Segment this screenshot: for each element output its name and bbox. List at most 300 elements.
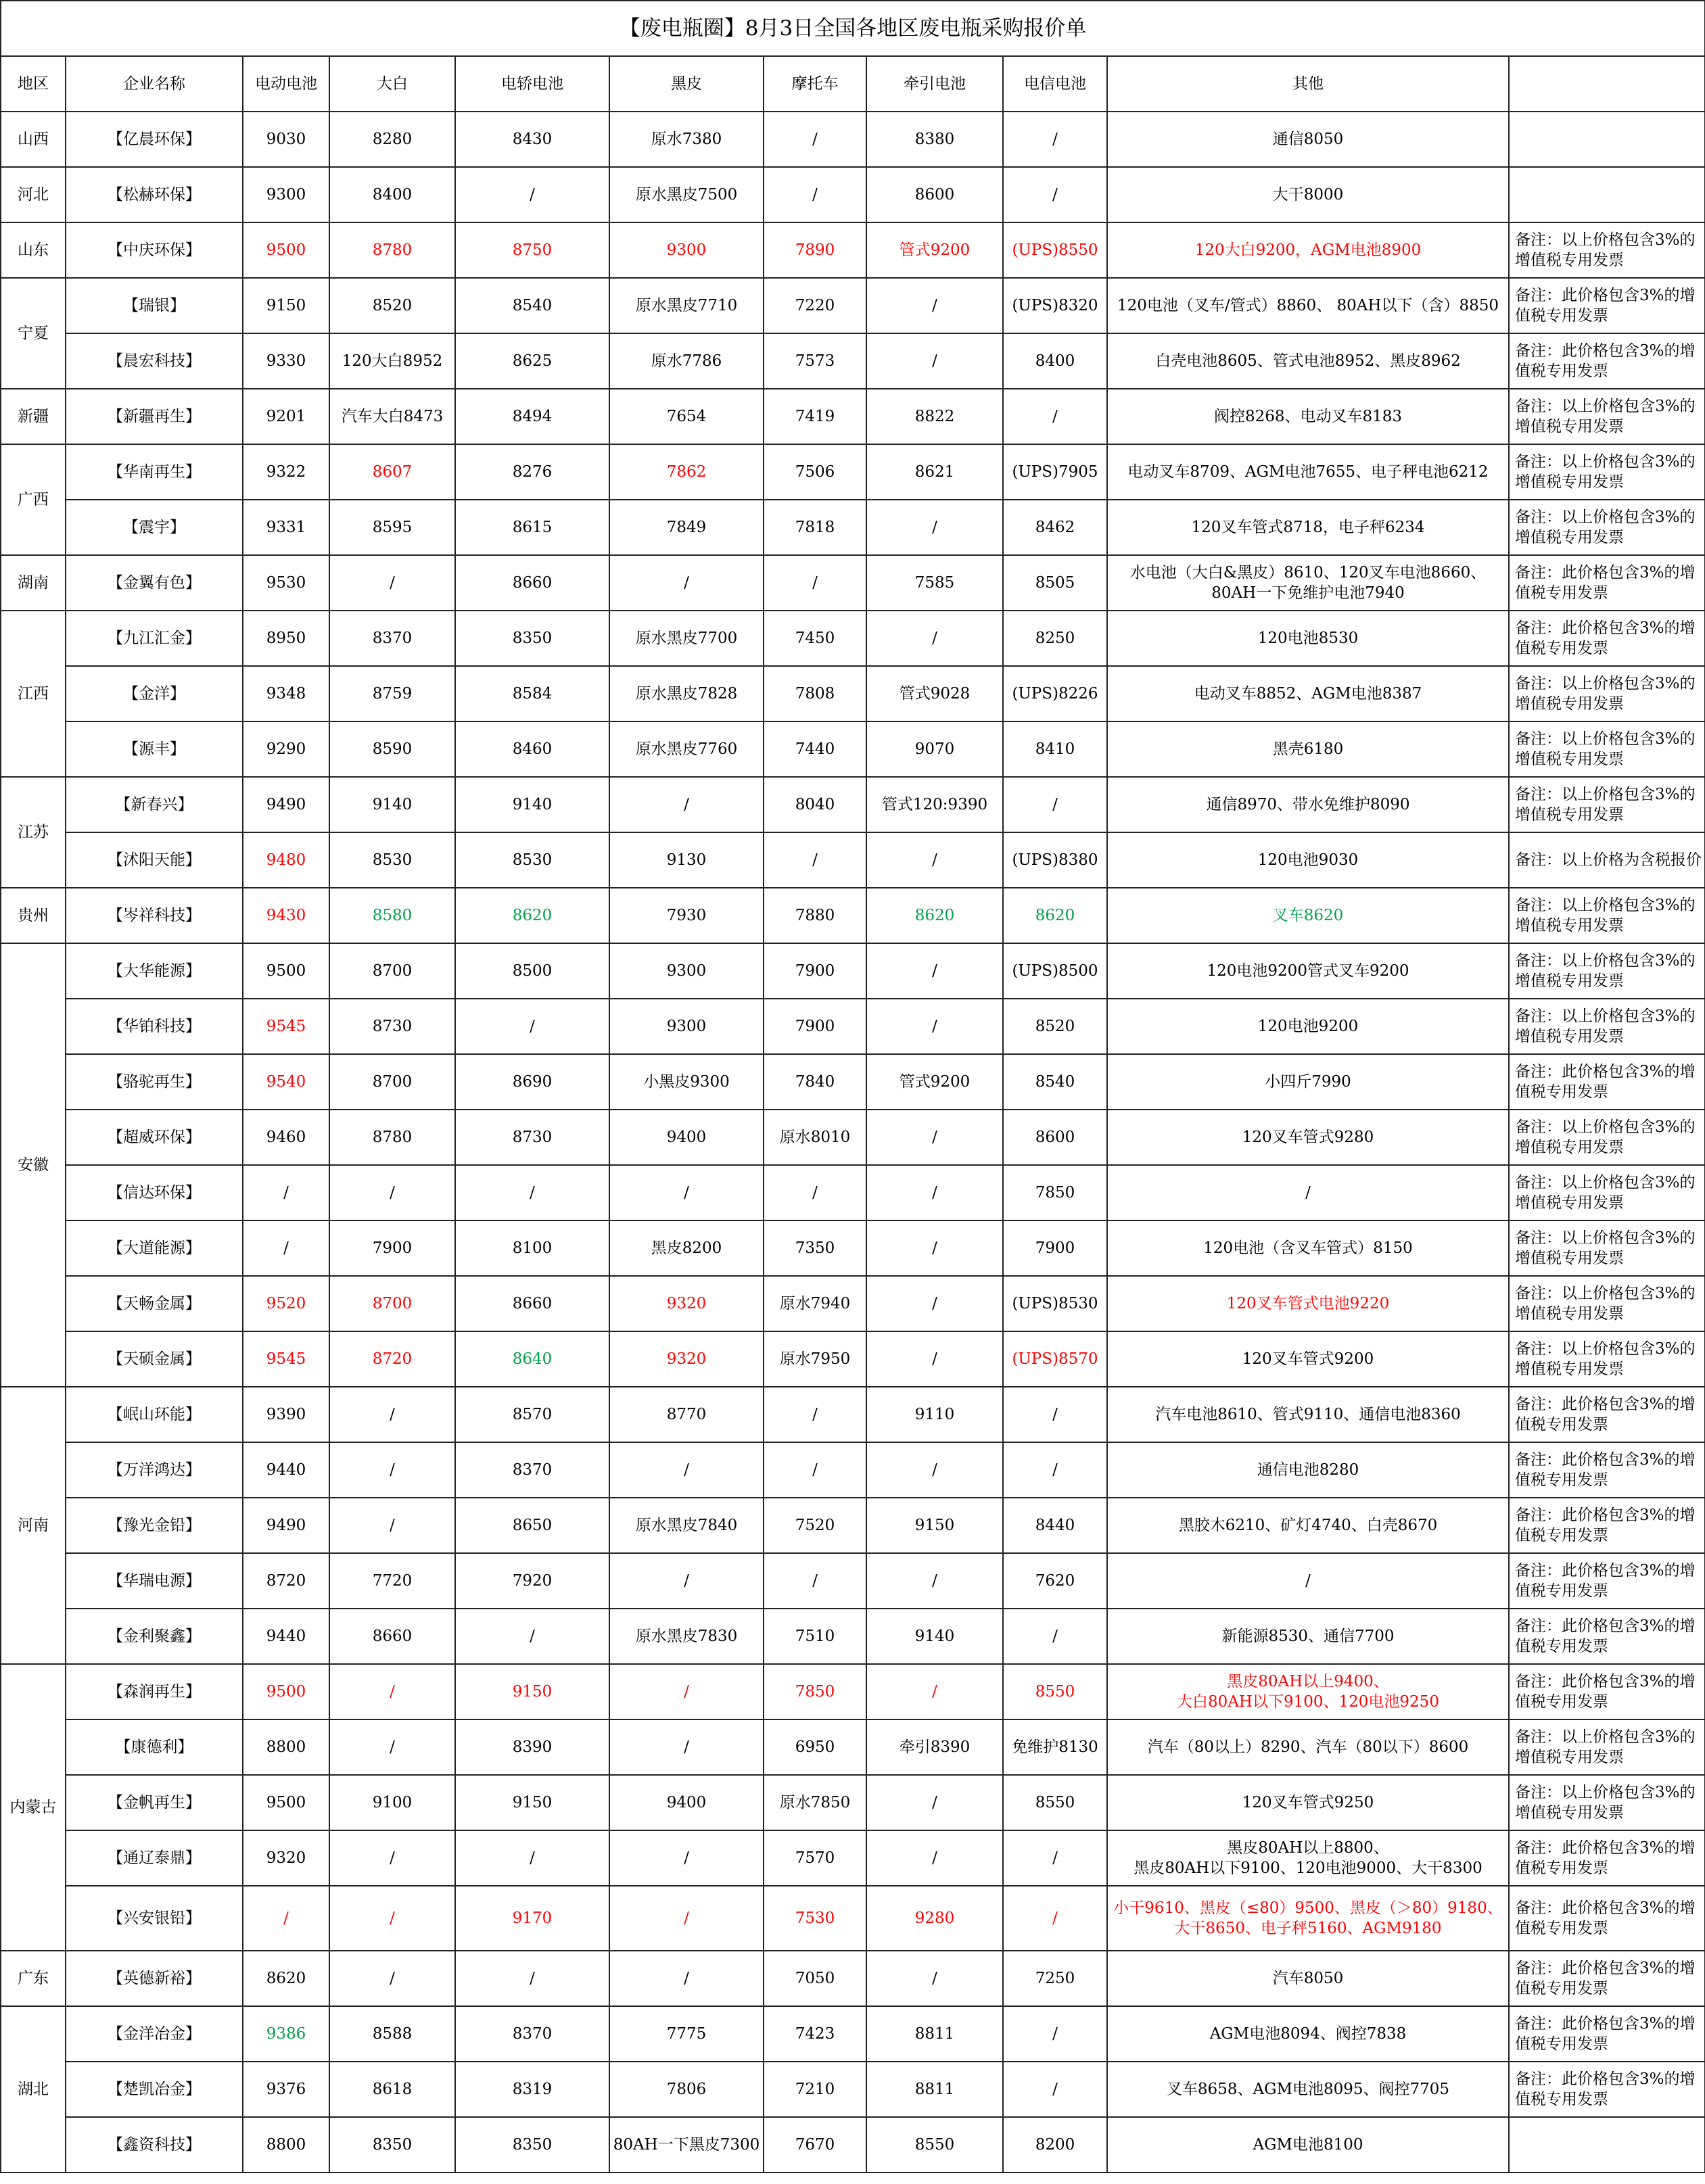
- cell-telecom: /: [1003, 1387, 1107, 1442]
- cell-dabai: /: [329, 1442, 455, 1498]
- cell-other: 通信8050: [1107, 112, 1509, 167]
- cell-telecom: (UPS)7905: [1003, 444, 1107, 500]
- cell-motorcycle: 7450: [764, 611, 866, 666]
- cell-other: 黑皮80AH以上9400、 大白80AH以下9100、120电池9250: [1107, 1664, 1509, 1719]
- table-row: [1, 1220, 1705, 1276]
- cell-telecom: 8200: [1003, 2117, 1107, 2173]
- table-row: [1, 1331, 1705, 1387]
- company-cell: 【天硕金属】: [66, 1331, 243, 1387]
- cell-car-battery: 8584: [455, 666, 609, 721]
- cell-traction: 8550: [866, 2117, 1003, 2173]
- table-row: [1, 1276, 1705, 1331]
- note-cell: 备注：此价格包含3%的增值税专用发票: [1509, 1886, 1705, 1951]
- cell-ev-battery: 9545: [243, 999, 329, 1054]
- cell-heipi: 原水黑皮7700: [609, 611, 764, 666]
- table-row: [1, 1165, 1705, 1220]
- company-cell: 【森润再生】: [66, 1664, 243, 1719]
- cell-traction: 8620: [866, 888, 1003, 943]
- cell-telecom: 8600: [1003, 1110, 1107, 1165]
- note-cell: 备注：以上价格包含3%的增值税专用发票: [1509, 888, 1705, 943]
- cell-dabai: 8370: [329, 611, 455, 666]
- cell-heipi: /: [609, 1830, 764, 1886]
- table-row: [1, 1110, 1705, 1165]
- cell-car-battery: /: [455, 1830, 609, 1886]
- company-cell: 【金利聚鑫】: [66, 1609, 243, 1664]
- cell-ev-battery: /: [243, 1165, 329, 1220]
- cell-ev-battery: 9530: [243, 555, 329, 611]
- cell-other: 叉车8620: [1107, 888, 1509, 943]
- cell-motorcycle: 7850: [764, 1664, 866, 1719]
- cell-other: 小四斤7990: [1107, 1054, 1509, 1110]
- cell-telecom: (UPS)8530: [1003, 1276, 1107, 1331]
- table-row: [1, 1830, 1705, 1886]
- cell-dabai: 8280: [329, 112, 455, 167]
- cell-other: 120叉车管式9250: [1107, 1775, 1509, 1830]
- header-car-battery: 电轿电池: [455, 56, 609, 112]
- note-cell: 备注：以上价格包含3%的增值税专用发票: [1509, 721, 1705, 777]
- cell-telecom: 免维护8130: [1003, 1719, 1107, 1775]
- cell-ev-battery: 9030: [243, 112, 329, 167]
- cell-telecom: (UPS)8380: [1003, 832, 1107, 888]
- cell-heipi: 原水7380: [609, 112, 764, 167]
- region-cell: 湖南: [1, 555, 66, 611]
- cell-ev-battery: 9322: [243, 444, 329, 500]
- cell-other: 黑皮80AH以上8800、 黑皮80AH以下9100、120电池9000、大干8300: [1107, 1830, 1509, 1886]
- company-cell: 【亿晨环保】: [66, 112, 243, 167]
- cell-traction: 管式9200: [866, 1054, 1003, 1110]
- cell-car-battery: 8660: [455, 1276, 609, 1331]
- cell-traction: 9070: [866, 721, 1003, 777]
- cell-ev-battery: 9500: [243, 1775, 329, 1830]
- note-cell: 备注：此价格包含3%的增值税专用发票: [1509, 1387, 1705, 1442]
- table-row: [1, 1664, 1705, 1719]
- cell-traction: /: [866, 1664, 1003, 1719]
- cell-heipi: /: [609, 1951, 764, 2006]
- region-cell: 广东: [1, 1951, 66, 2006]
- cell-dabai: /: [329, 1719, 455, 1775]
- cell-other: /: [1107, 1165, 1509, 1220]
- cell-heipi: 9300: [609, 222, 764, 278]
- note-cell: [1509, 112, 1705, 167]
- cell-ev-battery: 9500: [243, 222, 329, 278]
- cell-ev-battery: 9490: [243, 777, 329, 832]
- cell-car-battery: 8500: [455, 943, 609, 999]
- cell-other: 120电池9030: [1107, 832, 1509, 888]
- table-row: [1, 2062, 1705, 2117]
- table-row: [1, 999, 1705, 1054]
- cell-telecom: 8540: [1003, 1054, 1107, 1110]
- table-row: [1, 1951, 1705, 2006]
- cell-traction: /: [866, 1442, 1003, 1498]
- cell-car-battery: /: [455, 1609, 609, 1664]
- cell-car-battery: 8530: [455, 832, 609, 888]
- cell-car-battery: 8370: [455, 1442, 609, 1498]
- cell-telecom: /: [1003, 167, 1107, 222]
- cell-motorcycle: /: [764, 555, 866, 611]
- region-cell: 新疆: [1, 389, 66, 444]
- table-row: [1, 611, 1705, 666]
- cell-traction: /: [866, 1553, 1003, 1609]
- company-cell: 【大华能源】: [66, 943, 243, 999]
- cell-ev-battery: 9540: [243, 1054, 329, 1110]
- cell-ev-battery: 8800: [243, 2117, 329, 2173]
- table-row: [1, 444, 1705, 500]
- cell-motorcycle: 7419: [764, 389, 866, 444]
- region-cell: 山东: [1, 222, 66, 278]
- cell-heipi: 9400: [609, 1110, 764, 1165]
- cell-heipi: 原水黑皮7828: [609, 666, 764, 721]
- note-cell: 备注：此价格包含3%的增值税专用发票: [1509, 1498, 1705, 1553]
- cell-ev-battery: /: [243, 1886, 329, 1951]
- region-cell: 广西: [1, 444, 66, 555]
- region-cell: 宁夏: [1, 278, 66, 389]
- cell-motorcycle: 7808: [764, 666, 866, 721]
- cell-telecom: /: [1003, 1886, 1107, 1951]
- cell-car-battery: 8430: [455, 112, 609, 167]
- header-company: 企业名称: [66, 56, 243, 112]
- cell-traction: 8600: [866, 167, 1003, 222]
- cell-heipi: 原水7786: [609, 333, 764, 389]
- cell-traction: 8811: [866, 2062, 1003, 2117]
- note-cell: 备注：以上价格为含税报价: [1509, 832, 1705, 888]
- cell-heipi: 黑皮8200: [609, 1220, 764, 1276]
- region-cell: 江苏: [1, 777, 66, 888]
- cell-other: 汽车（80以上）8290、汽车（80以下）8600: [1107, 1719, 1509, 1775]
- cell-car-battery: 8494: [455, 389, 609, 444]
- cell-other: 电动叉车8709、AGM电池7655、电子秤电池6212: [1107, 444, 1509, 500]
- cell-heipi: 9400: [609, 1775, 764, 1830]
- cell-heipi: /: [609, 1165, 764, 1220]
- cell-motorcycle: 原水7940: [764, 1276, 866, 1331]
- cell-dabai: /: [329, 1498, 455, 1553]
- cell-traction: /: [866, 1165, 1003, 1220]
- cell-traction: /: [866, 1830, 1003, 1886]
- cell-car-battery: /: [455, 999, 609, 1054]
- cell-dabai: /: [329, 1387, 455, 1442]
- cell-heipi: /: [609, 1719, 764, 1775]
- note-cell: 备注：此价格包含3%的增值税专用发票: [1509, 2062, 1705, 2117]
- table-row: [1, 777, 1705, 832]
- company-cell: 【晨宏科技】: [66, 333, 243, 389]
- company-cell: 【震宇】: [66, 500, 243, 555]
- cell-heipi: 原水黑皮7760: [609, 721, 764, 777]
- cell-traction: /: [866, 611, 1003, 666]
- cell-heipi: /: [609, 1664, 764, 1719]
- cell-motorcycle: 7350: [764, 1220, 866, 1276]
- cell-dabai: 8595: [329, 500, 455, 555]
- cell-dabai: 7900: [329, 1220, 455, 1276]
- header-region: 地区: [1, 56, 66, 112]
- cell-traction: /: [866, 500, 1003, 555]
- cell-traction: /: [866, 1220, 1003, 1276]
- cell-heipi: 9300: [609, 999, 764, 1054]
- cell-dabai: 8700: [329, 1276, 455, 1331]
- cell-dabai: /: [329, 555, 455, 611]
- cell-car-battery: 8319: [455, 2062, 609, 2117]
- header-traction: 牵引电池: [866, 56, 1003, 112]
- cell-dabai: 8618: [329, 2062, 455, 2117]
- cell-car-battery: 8730: [455, 1110, 609, 1165]
- company-cell: 【天畅金属】: [66, 1276, 243, 1331]
- cell-heipi: 9320: [609, 1331, 764, 1387]
- note-cell: 备注：以上价格包含3%的增值税专用发票: [1509, 389, 1705, 444]
- note-cell: 备注：此价格包含3%的增值税专用发票: [1509, 278, 1705, 333]
- note-cell: 备注：此价格包含3%的增值税专用发票: [1509, 1609, 1705, 1664]
- cell-ev-battery: 9490: [243, 1498, 329, 1553]
- cell-dabai: 8720: [329, 1331, 455, 1387]
- company-cell: 【英德新裕】: [66, 1951, 243, 2006]
- cell-motorcycle: 7840: [764, 1054, 866, 1110]
- cell-traction: 9280: [866, 1886, 1003, 1951]
- cell-motorcycle: 原水8010: [764, 1110, 866, 1165]
- cell-dabai: 8520: [329, 278, 455, 333]
- cell-motorcycle: /: [764, 832, 866, 888]
- cell-telecom: /: [1003, 1442, 1107, 1498]
- cell-motorcycle: 7670: [764, 2117, 866, 2173]
- cell-car-battery: /: [455, 167, 609, 222]
- cell-other: AGM电池8094、阀控7838: [1107, 2006, 1509, 2062]
- cell-traction: 9110: [866, 1387, 1003, 1442]
- cell-motorcycle: 7440: [764, 721, 866, 777]
- cell-ev-battery: 9480: [243, 832, 329, 888]
- company-cell: 【大道能源】: [66, 1220, 243, 1276]
- region-cell: 山西: [1, 112, 66, 167]
- cell-heipi: 原水黑皮7710: [609, 278, 764, 333]
- company-cell: 【楚凯冶金】: [66, 2062, 243, 2117]
- header-dabai: 大白: [329, 56, 455, 112]
- company-cell: 【华铂科技】: [66, 999, 243, 1054]
- cell-dabai: 8660: [329, 1609, 455, 1664]
- table-row: [1, 2006, 1705, 2062]
- cell-ev-battery: 9201: [243, 389, 329, 444]
- cell-car-battery: 8625: [455, 333, 609, 389]
- cell-motorcycle: 7530: [764, 1886, 866, 1951]
- header-row: [1, 56, 1705, 112]
- cell-heipi: 小黑皮9300: [609, 1054, 764, 1110]
- note-cell: 备注：以上价格包含3%的增值税专用发票: [1509, 222, 1705, 278]
- cell-other: 120叉车管式电池9220: [1107, 1276, 1509, 1331]
- cell-dabai: 8400: [329, 167, 455, 222]
- company-cell: 【源丰】: [66, 721, 243, 777]
- cell-heipi: 7862: [609, 444, 764, 500]
- cell-telecom: 8620: [1003, 888, 1107, 943]
- cell-ev-battery: 8720: [243, 1553, 329, 1609]
- region-cell: 湖北: [1, 2006, 66, 2173]
- cell-telecom: 7250: [1003, 1951, 1107, 2006]
- company-cell: 【新春兴】: [66, 777, 243, 832]
- table-row: [1, 278, 1705, 333]
- cell-heipi: /: [609, 777, 764, 832]
- cell-car-battery: /: [455, 1951, 609, 2006]
- cell-other: 120电池（含叉车管式）8150: [1107, 1220, 1509, 1276]
- cell-traction: /: [866, 943, 1003, 999]
- cell-ev-battery: 9150: [243, 278, 329, 333]
- cell-heipi: 7775: [609, 2006, 764, 2062]
- cell-traction: /: [866, 1951, 1003, 2006]
- cell-car-battery: 8540: [455, 278, 609, 333]
- cell-dabai: 8588: [329, 2006, 455, 2062]
- cell-other: 120电池（叉车/管式）8860、 80AH以下（含）8850: [1107, 278, 1509, 333]
- cell-car-battery: 8660: [455, 555, 609, 611]
- cell-dabai: 8780: [329, 1110, 455, 1165]
- company-cell: 【瑞银】: [66, 278, 243, 333]
- note-cell: 备注：此价格包含3%的增值税专用发票: [1509, 1951, 1705, 2006]
- cell-motorcycle: 7220: [764, 278, 866, 333]
- cell-heipi: /: [609, 555, 764, 611]
- table-row: [1, 112, 1705, 167]
- cell-telecom: /: [1003, 1830, 1107, 1886]
- table-row: [1, 1387, 1705, 1442]
- cell-dabai: 9140: [329, 777, 455, 832]
- cell-traction: 8380: [866, 112, 1003, 167]
- cell-other: 120电池9200管式叉车9200: [1107, 943, 1509, 999]
- cell-dabai: /: [329, 1951, 455, 2006]
- note-cell: 备注：以上价格包含3%的增值税专用发票: [1509, 666, 1705, 721]
- cell-traction: 9140: [866, 1609, 1003, 1664]
- cell-traction: 8621: [866, 444, 1003, 500]
- cell-heipi: /: [609, 1442, 764, 1498]
- header-motorcycle: 摩托车: [764, 56, 866, 112]
- cell-motorcycle: 7520: [764, 1498, 866, 1553]
- cell-other: 大干8000: [1107, 167, 1509, 222]
- table-row: [1, 389, 1705, 444]
- cell-car-battery: 9150: [455, 1664, 609, 1719]
- cell-car-battery: 8100: [455, 1220, 609, 1276]
- cell-traction: 8811: [866, 2006, 1003, 2062]
- cell-car-battery: 8615: [455, 500, 609, 555]
- region-cell: 贵州: [1, 888, 66, 943]
- cell-ev-battery: 9331: [243, 500, 329, 555]
- cell-telecom: 8550: [1003, 1775, 1107, 1830]
- cell-dabai: 8350: [329, 2117, 455, 2173]
- cell-ev-battery: 9330: [243, 333, 329, 389]
- cell-car-battery: 8620: [455, 888, 609, 943]
- header-other: 其他: [1107, 56, 1509, 112]
- cell-dabai: 汽车大白8473: [329, 389, 455, 444]
- table-row: [1, 943, 1705, 999]
- header-note: [1509, 56, 1705, 112]
- company-cell: 【金洋】: [66, 666, 243, 721]
- cell-car-battery: 9170: [455, 1886, 609, 1951]
- note-cell: 备注：以上价格包含3%的增值税专用发票: [1509, 444, 1705, 500]
- note-cell: 备注：此价格包含3%的增值税专用发票: [1509, 1054, 1705, 1110]
- cell-telecom: /: [1003, 112, 1107, 167]
- note-cell: 备注：此价格包含3%的增值税专用发票: [1509, 611, 1705, 666]
- note-cell: 备注：以上价格包含3%的增值税专用发票: [1509, 943, 1705, 999]
- cell-ev-battery: 9386: [243, 2006, 329, 2062]
- cell-motorcycle: /: [764, 112, 866, 167]
- cell-dabai: 8530: [329, 832, 455, 888]
- cell-car-battery: 8370: [455, 2006, 609, 2062]
- company-cell: 【岑祥科技】: [66, 888, 243, 943]
- table-row: [1, 1609, 1705, 1664]
- table-row: [1, 333, 1705, 389]
- table-row: [1, 1498, 1705, 1553]
- cell-ev-battery: 9320: [243, 1830, 329, 1886]
- cell-motorcycle: 7506: [764, 444, 866, 500]
- table-row: [1, 888, 1705, 943]
- cell-ev-battery: 8800: [243, 1719, 329, 1775]
- cell-dabai: 120大白8952: [329, 333, 455, 389]
- cell-dabai: /: [329, 1165, 455, 1220]
- note-cell: 备注：此价格包含3%的增值税专用发票: [1509, 1830, 1705, 1886]
- cell-traction: 9150: [866, 1498, 1003, 1553]
- cell-other: 黑胶木6210、矿灯4740、白壳8670: [1107, 1498, 1509, 1553]
- company-cell: 【康德利】: [66, 1719, 243, 1775]
- cell-dabai: 8607: [329, 444, 455, 500]
- cell-ev-battery: 9460: [243, 1110, 329, 1165]
- note-cell: 备注：以上价格包含3%的增值税专用发票: [1509, 1719, 1705, 1775]
- note-cell: 备注：此价格包含3%的增值税专用发票: [1509, 1442, 1705, 1498]
- cell-telecom: 8440: [1003, 1498, 1107, 1553]
- note-cell: 备注：以上价格包含3%的增值税专用发票: [1509, 1165, 1705, 1220]
- cell-motorcycle: 原水7850: [764, 1775, 866, 1830]
- table-row: [1, 1442, 1705, 1498]
- cell-heipi: /: [609, 1886, 764, 1951]
- cell-heipi: /: [609, 1553, 764, 1609]
- cell-heipi: 原水黑皮7840: [609, 1498, 764, 1553]
- table-row: [1, 1886, 1705, 1951]
- header-telecom: 电信电池: [1003, 56, 1107, 112]
- note-cell: 备注：以上价格包含3%的增值税专用发票: [1509, 1276, 1705, 1331]
- company-cell: 【华南再生】: [66, 444, 243, 500]
- company-cell: 【新疆再生】: [66, 389, 243, 444]
- cell-motorcycle: 7050: [764, 1951, 866, 2006]
- cell-car-battery: 8570: [455, 1387, 609, 1442]
- table-row: [1, 1775, 1705, 1830]
- cell-telecom: 8505: [1003, 555, 1107, 611]
- cell-motorcycle: /: [764, 167, 866, 222]
- cell-motorcycle: 7900: [764, 943, 866, 999]
- cell-car-battery: 8690: [455, 1054, 609, 1110]
- cell-motorcycle: 6950: [764, 1719, 866, 1775]
- cell-other: 120叉车管式8718，电子秤6234: [1107, 500, 1509, 555]
- note-cell: 备注：以上价格包含3%的增值税专用发票: [1509, 500, 1705, 555]
- cell-heipi: 80AH一下黑皮7300: [609, 2117, 764, 2173]
- cell-telecom: 7900: [1003, 1220, 1107, 1276]
- table-row: [1, 2117, 1705, 2173]
- cell-dabai: 8780: [329, 222, 455, 278]
- cell-telecom: /: [1003, 1609, 1107, 1664]
- cell-car-battery: 8390: [455, 1719, 609, 1775]
- company-cell: 【松赫环保】: [66, 167, 243, 222]
- cell-dabai: 8759: [329, 666, 455, 721]
- cell-car-battery: 8650: [455, 1498, 609, 1553]
- cell-heipi: 9300: [609, 943, 764, 999]
- company-cell: 【岷山环能】: [66, 1387, 243, 1442]
- cell-ev-battery: 9300: [243, 167, 329, 222]
- cell-other: 小干9610、黑皮（≤80）9500、黑皮（＞80）9180、 大干8650、电子秤5160、AGM9180: [1107, 1886, 1509, 1951]
- cell-ev-battery: 9440: [243, 1442, 329, 1498]
- region-cell: 河南: [1, 1387, 66, 1664]
- cell-car-battery: 9150: [455, 1775, 609, 1830]
- table-row: [1, 167, 1705, 222]
- cell-dabai: 8700: [329, 943, 455, 999]
- company-cell: 【兴安银铅】: [66, 1886, 243, 1951]
- cell-car-battery: 8750: [455, 222, 609, 278]
- table-row: [1, 500, 1705, 555]
- note-cell: 备注：此价格包含3%的增值税专用发票: [1509, 1553, 1705, 1609]
- cell-dabai: 8700: [329, 1054, 455, 1110]
- cell-traction: /: [866, 333, 1003, 389]
- cell-car-battery: 7920: [455, 1553, 609, 1609]
- company-cell: 【沭阳天能】: [66, 832, 243, 888]
- cell-telecom: 7620: [1003, 1553, 1107, 1609]
- header-heipi: 黑皮: [609, 56, 764, 112]
- cell-telecom: (UPS)8226: [1003, 666, 1107, 721]
- cell-other: 120大白9200，AGM电池8900: [1107, 222, 1509, 278]
- table-row: [1, 555, 1705, 611]
